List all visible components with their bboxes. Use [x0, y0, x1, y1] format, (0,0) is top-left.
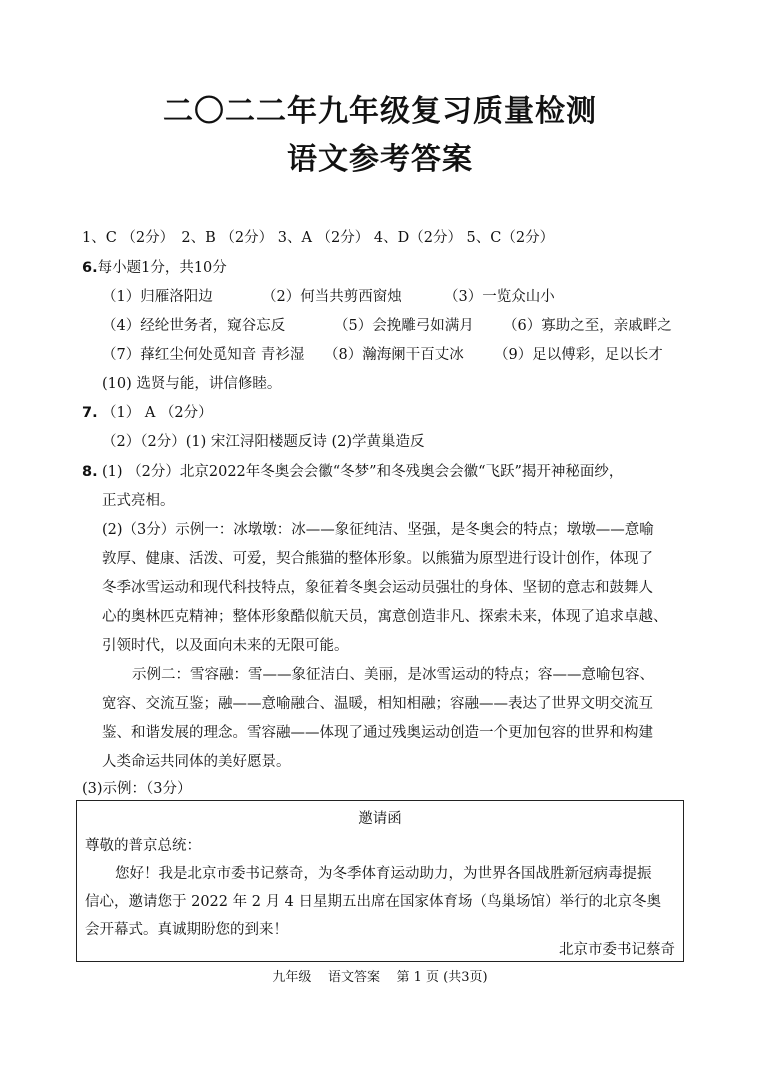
q7-number: 7. [82, 405, 98, 421]
q8-p3-line: 鉴、和谐发展的理念。雪容融——体现了通过残奥运动创造一个更加包容的世界和构建 [102, 725, 653, 741]
page-title: 二〇二二年九年级复习质量检测 [163, 94, 597, 129]
q6-number: 6. [82, 260, 98, 276]
q8-p2-line: 引领时代，以及面向未来的无限可能。 [102, 638, 349, 654]
q7-answer-2: （2）（2分）(1) 宋江浔阳楼题反诗 (2)学黄巢造反 [102, 434, 425, 450]
letter-title: 邀请函 [358, 811, 402, 827]
q6-item-4: （4）经纶世务者，窥谷忘反 [102, 318, 286, 334]
q6-item-1: （1）归雁洛阳边 [102, 289, 213, 305]
q6-item-6: （6）寡助之至，亲戚畔之 [503, 318, 672, 334]
letter-signature: 北京市委书记蔡奇 [559, 942, 675, 958]
q6-item-8: （8）瀚海阑干百丈冰 [324, 347, 464, 363]
q8-p4-line: (3)示例：（3分） [82, 781, 192, 797]
letter-body-line: 会开幕式。真诚期盼您的到来！ [85, 922, 288, 938]
q6-item-10: (10) 选贤与能，讲信修睦。 [102, 376, 282, 392]
q6-item-9: （9）足以傅彩，足以长才 [494, 347, 663, 363]
q6-heading-text: 每小题1分，共10分 [97, 260, 227, 276]
page-footer: 九年级 语文答案 第 1 页 (共3页) [272, 970, 488, 985]
letter-salutation: 尊敬的普京总统： [85, 838, 201, 854]
q8-p2-line: (2)（3分）示例一：冰墩墩：冰——象征纯洁、坚强，是冬奥会的特点；墩墩——意喻 [102, 522, 654, 538]
q8-p2-line: 冬季冰雪运动和现代科技特点，象征着冬奥会运动员强壮的身体、坚韧的意志和鼓舞人 [102, 580, 653, 596]
letter-body-line: 信心，邀请您于 2022 年 2 月 4 日星期五出席在国家体育场（鸟巢场馆）举行的北京冬奥 [85, 894, 662, 910]
q8-p1-line: (1) （2分）北京2022年冬奥会会徽“冬梦”和冬残奥会会徽“飞跃”揭开神秘面纱， [102, 464, 624, 480]
q6-item-5: （5）会挽雕弓如满月 [334, 318, 474, 334]
q8-p3-line: 人类命运共同体的美好愿景。 [102, 754, 291, 770]
q8-number: 8. [82, 464, 98, 480]
invitation-letter-box [76, 800, 684, 962]
q8-p2-line: 心的奥林匹克精神；整体形象酷似航天员，寓意创造非凡、探索未来，体现了追求卓越、 [102, 609, 668, 625]
q6-heading [82, 258, 227, 278]
q6-item-3: （3）一览众山小 [444, 289, 555, 305]
q6-item-2: （2）何当共剪西窗烛 [262, 289, 402, 305]
page-subtitle: 语文参考答案 [287, 142, 473, 177]
q8-p3-line: 宽容、交流互鉴；融——意喻融合、温暖，相知相融；容融——表达了世界文明交流互 [102, 696, 653, 712]
letter-body-line: 您好！我是北京市委书记蔡奇，为冬季体育运动助力，为世界各国战胜新冠病毒提振 [115, 866, 652, 882]
q8-p2-line: 敦厚、健康、活泼、可爱，契合熊猫的整体形象。以熊猫为原型进行设计创作，体现了 [102, 551, 653, 567]
q6-item-7: （7）萚红尘何处觅知音 青衫湿 [102, 347, 305, 363]
answers-1-5: 1、C （2分） 2、B （2分） 3、A （2分） 4、D（2分） 5、C（2分） [82, 230, 555, 246]
q7-answer-1: （1） A （2分） [102, 405, 213, 421]
q8-p1-line: 正式亮相。 [102, 493, 175, 509]
q8-p3-line: 示例二：雪容融：雪——象征洁白、美丽，是冰雪运动的特点；容——意喻包容、 [132, 667, 654, 683]
